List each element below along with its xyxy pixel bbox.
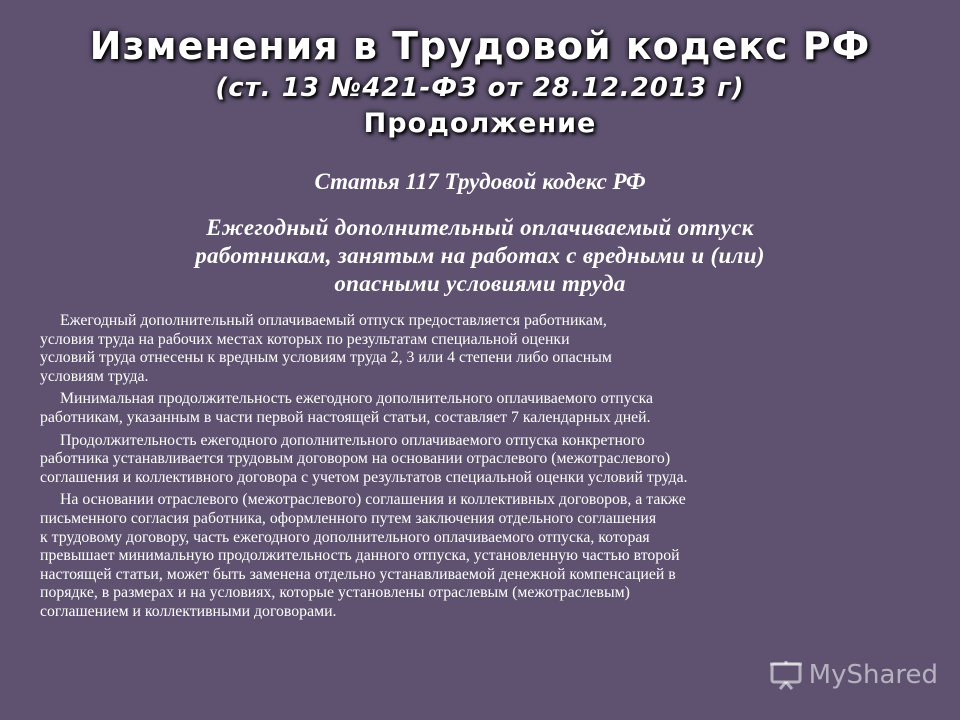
paragraph-line: условий труда отнесены к вредным условиям труда 2, 3 или 4 степени либо опасным (40, 349, 612, 367)
article-subheading (40, 214, 920, 298)
slide-title (0, 22, 960, 142)
paragraph-line: порядке, в размерах и на условиях, которые установлены отраслевым (межотраслевым) (40, 584, 630, 602)
paragraph-3 (40, 432, 920, 488)
paragraph-line: работника устанавливается трудовым договором на основании отраслевого (межотраслевого) (40, 450, 671, 468)
paragraph-line: превышает минимальную продолжительность данного отпуска, установленную частью второй (40, 547, 680, 565)
article-subheading-line: опасными условиями труда (334, 271, 626, 296)
paragraph-line: соглашения и коллективного договора с учетом результатов специальной оценки условий труда. (40, 468, 688, 486)
paragraph-1 (40, 312, 920, 386)
article-heading: Статья 117 Трудовой кодекс РФ (314, 169, 646, 194)
title-line-1: Изменения в Трудовой кодекс РФ (89, 24, 871, 68)
paragraph-line: письменного согласия работника, оформленного путем заключения отдельного соглашения (40, 509, 657, 527)
title-line-3: Продолжение (363, 108, 597, 139)
presentation-icon (769, 660, 803, 690)
paragraph-line: Ежегодный дополнительный оплачиваемый отпуск предоставляется работникам, (60, 312, 607, 329)
paragraph-line: к трудовому договору, часть ежегодного дополнительного оплачиваемого отпуска, которая (40, 528, 650, 546)
article-body (40, 312, 920, 626)
paragraph-line: условия труда на рабочих местах которых по результатам специальной оценки (40, 330, 570, 348)
paragraph-line: работникам, указанным в части первой настоящей статьи, составляет 7 календарных дней. (40, 408, 651, 426)
watermark-text: MyShared (808, 660, 938, 690)
paragraph-4 (40, 491, 920, 621)
paragraph-line: настоящей статьи, может быть заменена отдельно устанавливаемой денежной компенсацией в (40, 565, 676, 583)
paragraph-line: Минимальная продолжительность ежегодного дополнительного оплачиваемого отпуска (60, 390, 654, 408)
paragraph-line: соглашением и коллективными договорами. (40, 602, 337, 620)
title-line-2: (ст. 13 №421-ФЗ от 28.12.2013 г) (215, 73, 745, 103)
paragraph-line: условиям труда. (40, 367, 149, 385)
paragraph-line: Продолжительность ежегодного дополнительного оплачиваемого отпуска конкретного (60, 431, 645, 449)
paragraph-line: На основании отраслевого (межотраслевого) соглашения и коллективных договоров, а также (60, 491, 686, 509)
paragraph-2 (40, 390, 920, 427)
watermark (769, 660, 938, 690)
article-subheading-line: Ежегодный дополнительный оплачиваемый отпуск (206, 215, 754, 240)
article-subheading-line: работникам, занятым на работах с вредными и (или) (195, 243, 765, 268)
